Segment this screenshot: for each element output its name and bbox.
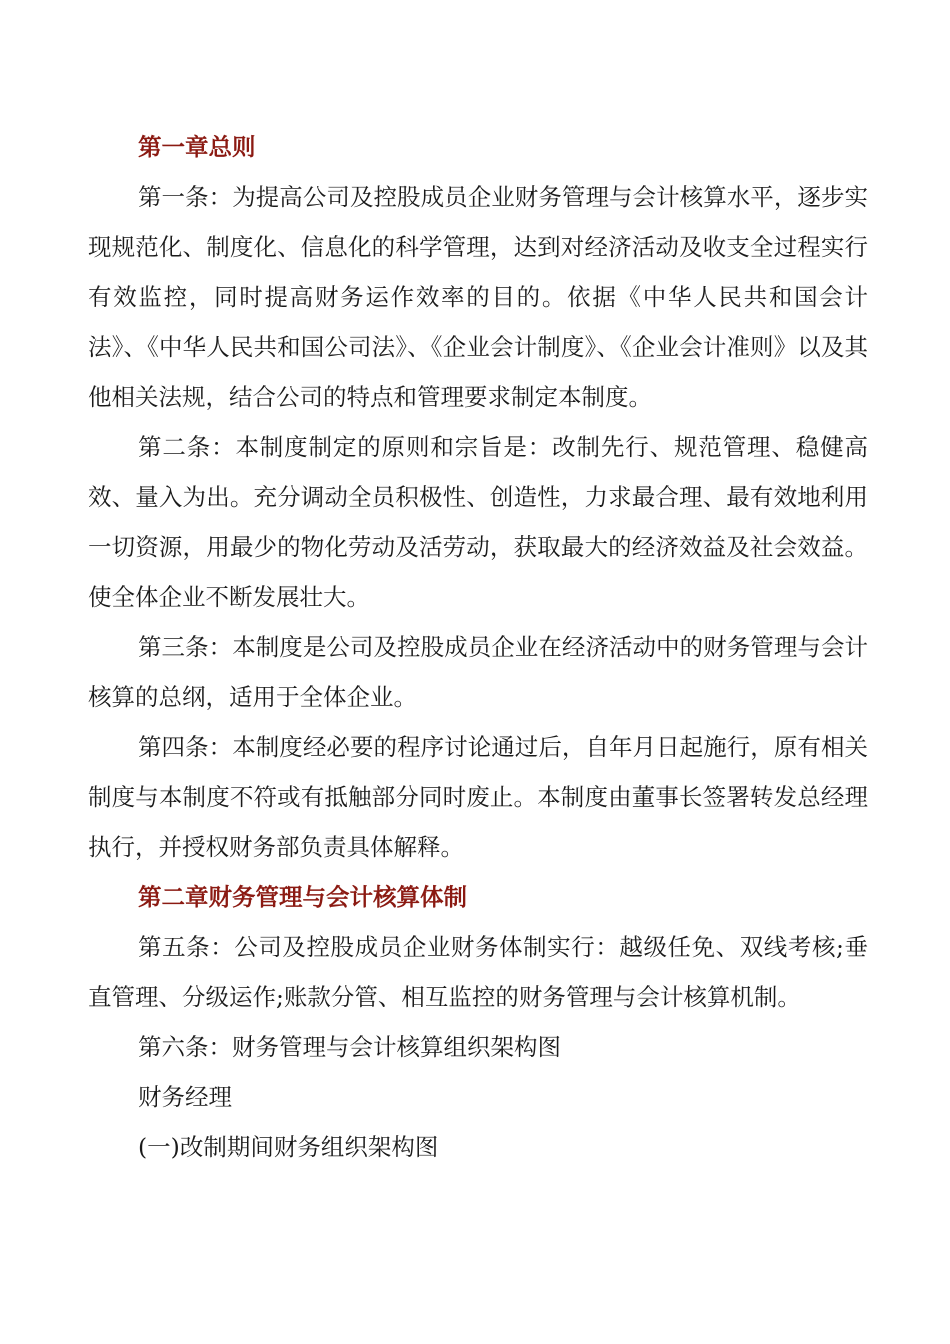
article-3: 第三条：本制度是公司及控股成员企业在经济活动中的财务管理与会计核算的总纲，适用于全体企业。 xyxy=(88,633,868,711)
article-2: 第二条：本制度制定的原则和宗旨是：改制先行、规范管理、稳健高效、量入为出。充分调动全员积极性、创造性，力求最合理、最有效地利用一切资源，用最少的物化劳动及活劳动，获取最大的经济效益及社会效益。使全体企业不断发展壮大。 xyxy=(88,433,868,611)
finance-manager-line: 财务经理 xyxy=(138,1083,232,1111)
org-chart-title-line: (一)改制期间财务组织架构图 xyxy=(138,1133,439,1161)
document-page xyxy=(88,122,868,1172)
chapter-1-heading: 第一章总则 xyxy=(138,133,256,161)
article-6: 第六条：财务管理与会计核算组织架构图 xyxy=(138,1033,561,1061)
chapter-2-heading: 第二章财务管理与会计核算体制 xyxy=(138,883,467,911)
article-4: 第四条：本制度经必要的程序讨论通过后，自年月日起施行，原有相关制度与本制度不符或有抵触部分同时废止。本制度由董事长签署转发总经理执行，并授权财务部负责具体解释。 xyxy=(88,733,868,861)
article-1: 第一条：为提高公司及控股成员企业财务管理与会计核算水平，逐步实现规范化、制度化、信息化的科学管理，达到对经济活动及收支全过程实行有效监控，同时提高财务运作效率的目的。依据《中华人民共和国会计法》、《中华人民共和国公司法》、《企业会计制度》、《企业会计准则》以及其他相关法规，结合公司的特点和管理要求制定本制度。 xyxy=(88,183,868,411)
article-5: 第五条：公司及控股成员企业财务体制实行：越级任免、双线考核;垂直管理、分级运作;账款分管、相互监控的财务管理与会计核算机制。 xyxy=(88,933,868,1011)
